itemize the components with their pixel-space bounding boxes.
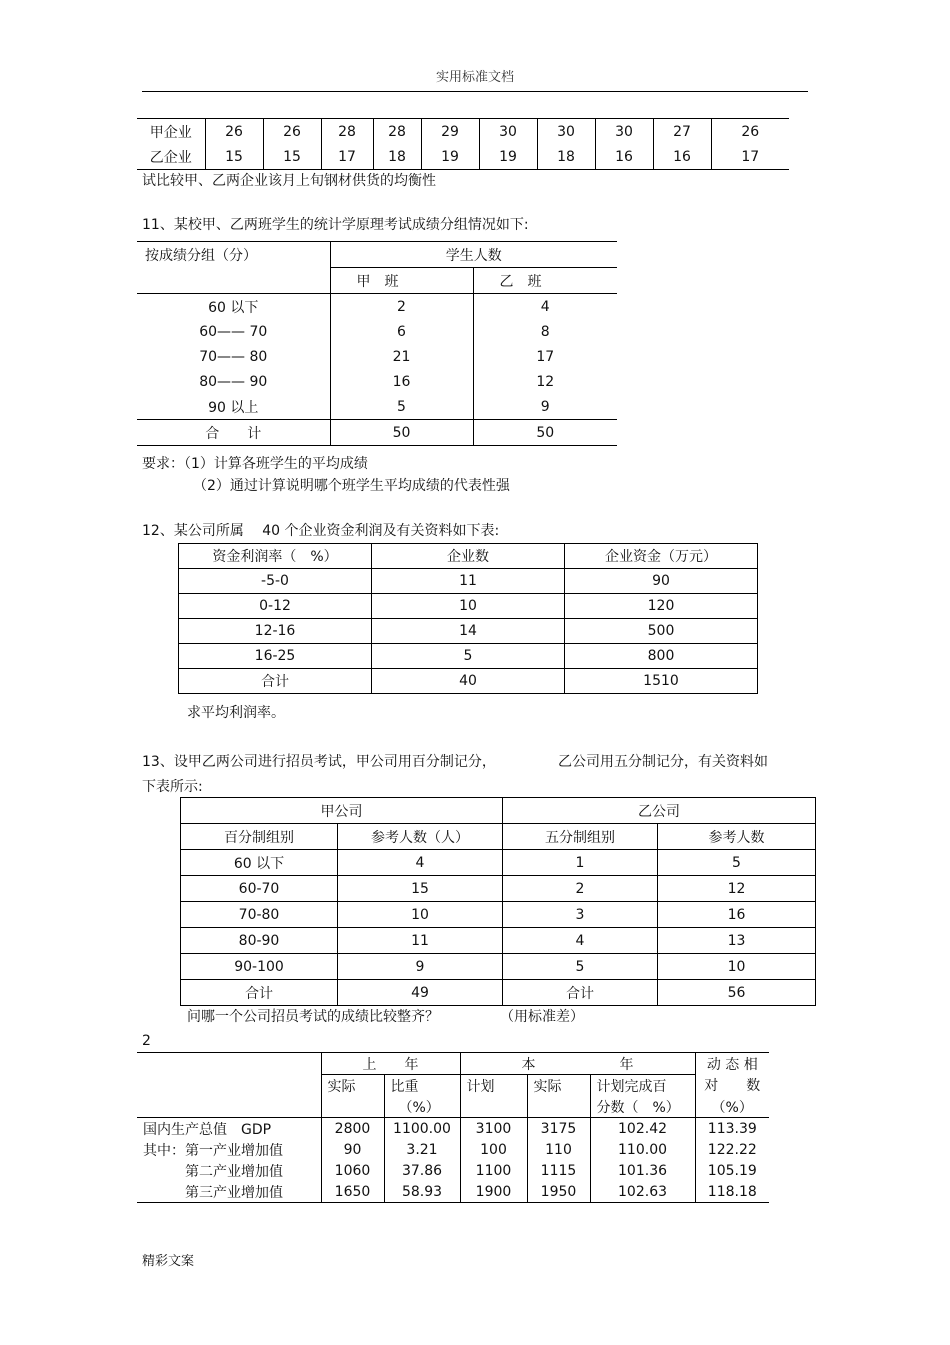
table-cell: 90	[321, 1139, 384, 1160]
table-cell: 40	[372, 669, 565, 694]
table-cell: -5-0	[179, 569, 372, 594]
table-cell: 60—— 70	[199, 323, 268, 340]
class-a-header: 甲 班	[330, 268, 473, 294]
table-cell: 26	[263, 119, 321, 145]
table-cell: 12	[658, 876, 816, 902]
question-title: 13、设甲乙两公司进行招员考试，甲公司用百分制记分，	[142, 754, 496, 770]
table-cell: 18	[373, 144, 421, 170]
page-header: 实用标准文档	[435, 70, 514, 85]
table-cell: 50	[330, 420, 473, 446]
table-cell: 26	[711, 119, 789, 145]
table-cell: 60-70	[181, 876, 338, 902]
table-cell: 113.39	[695, 1118, 769, 1140]
table-cell: 1115	[527, 1160, 590, 1181]
table-row	[179, 669, 758, 694]
table-cell: 800	[565, 644, 758, 669]
table-cell: 15	[263, 144, 321, 170]
column-header: 实际	[321, 1075, 384, 1097]
table-cell: 8	[473, 319, 617, 344]
table-cell: 6	[330, 319, 473, 344]
table-cell: 18	[537, 144, 595, 170]
table-cell: 50	[473, 420, 617, 446]
table-row	[137, 394, 617, 420]
table-cell: 4	[473, 294, 617, 320]
table-cell: 5	[503, 954, 658, 980]
table-cell: 0-12	[179, 594, 372, 619]
column-header: 参考人数	[658, 824, 816, 850]
table-cell: 1060	[321, 1160, 384, 1181]
table-cell: 16-25	[179, 644, 372, 669]
table-row	[179, 644, 758, 669]
table-cell: 29	[421, 119, 479, 145]
question-number: 2	[142, 1033, 151, 1049]
table-cell: 10	[658, 954, 816, 980]
table-cell: 1900	[460, 1181, 527, 1203]
table-cell: 11	[372, 569, 565, 594]
table-row	[137, 119, 789, 145]
table-cell: 合 计	[137, 420, 330, 446]
table-row	[137, 344, 617, 369]
table-row	[181, 902, 816, 928]
requirement-2: （2）通过计算说明哪个班学生平均成绩的代表性强	[193, 478, 510, 494]
table-row	[137, 369, 617, 394]
table-cell: 110.00	[590, 1139, 695, 1160]
header-divider	[142, 91, 808, 92]
question-ask-note: （用标准差）	[500, 1009, 584, 1025]
table-cell: 12-16	[179, 619, 372, 644]
column-header: 分数（ %）	[590, 1096, 695, 1118]
column-header: 资金利润率（ %）	[179, 544, 372, 569]
table-cell: 102.63	[590, 1181, 695, 1203]
column-header: 企业资金（万元）	[565, 544, 758, 569]
table-cell: 21	[330, 344, 473, 369]
exam-table	[180, 797, 816, 1006]
table-cell: 27	[653, 119, 711, 145]
table-cell: 70—— 80	[199, 348, 268, 365]
table-row	[137, 319, 617, 344]
table-row	[137, 1181, 769, 1203]
table-row	[179, 594, 758, 619]
table-cell: 28	[373, 119, 421, 145]
question-note: 试比较甲、乙两企业该月上旬钢材供货的均衡性	[142, 173, 436, 189]
table-cell: 1510	[565, 669, 758, 694]
table-cell: 9	[338, 954, 503, 980]
table-cell: 3100	[460, 1118, 527, 1140]
table-cell: 58.93	[384, 1181, 460, 1203]
table-cell: 10	[372, 594, 565, 619]
table-cell: 56	[658, 980, 816, 1006]
table-cell: 1650	[321, 1181, 384, 1203]
table-cell: 102.42	[590, 1118, 695, 1140]
table-cell: 37.86	[384, 1160, 460, 1181]
table-cell: 2	[330, 294, 473, 320]
table-cell: 30	[595, 119, 653, 145]
table-cell: 49	[338, 980, 503, 1006]
table-cell: 1100	[460, 1160, 527, 1181]
table-cell: 30	[479, 119, 537, 145]
table-cell: 122.22	[695, 1139, 769, 1160]
table-cell: 5	[372, 644, 565, 669]
scores-table	[137, 241, 617, 446]
table-cell: 17	[473, 344, 617, 369]
table-cell: 12	[473, 369, 617, 394]
table-cell: 90-100	[181, 954, 338, 980]
table-cell: 合计	[181, 980, 338, 1006]
table-cell: 16	[658, 902, 816, 928]
question-title: 12、某公司所属 40 个企业资金利润及有关资料如下表:	[142, 523, 500, 539]
row-label: 国内生产总值 GDP	[143, 1121, 272, 1138]
table-cell: 19	[421, 144, 479, 170]
table-cell: 100	[460, 1139, 527, 1160]
column-header: 五分制组别	[503, 824, 658, 850]
table-cell: 80—— 90	[199, 373, 268, 390]
table-cell: 5	[330, 394, 473, 420]
page-footer: 精彩文案	[142, 1254, 195, 1269]
table-cell: 4	[503, 928, 658, 954]
row-label: 乙企业	[149, 149, 192, 166]
table-cell: 110	[527, 1139, 590, 1160]
table-cell: 合计	[503, 980, 658, 1006]
table-cell: 3175	[527, 1118, 590, 1140]
table-cell: 5	[658, 850, 816, 876]
row-label: 甲企业	[149, 124, 192, 141]
table-cell: 16	[330, 369, 473, 394]
table-cell: 2	[503, 876, 658, 902]
supply-table	[137, 118, 789, 170]
blank-header	[137, 1053, 321, 1118]
table-cell: 11	[338, 928, 503, 954]
profit-table	[178, 543, 758, 694]
table-cell: 90 以上	[208, 399, 259, 416]
table-cell: 101.36	[590, 1160, 695, 1181]
class-b-header: 乙 班	[473, 268, 617, 294]
table-cell: 15	[205, 144, 263, 170]
table-cell: 合计	[179, 669, 372, 694]
dynamic-header: （%）	[695, 1096, 769, 1118]
blank-cell	[321, 1096, 384, 1118]
table-cell: 70-80	[181, 902, 338, 928]
table-row	[179, 619, 758, 644]
table-row	[137, 1160, 769, 1181]
table-cell: 90	[565, 569, 758, 594]
table-cell: 1100.00	[384, 1118, 460, 1140]
table-row	[181, 850, 816, 876]
table-cell: 19	[479, 144, 537, 170]
this-year-header: 本 年	[460, 1053, 695, 1075]
column-header: 百分制组别	[181, 824, 338, 850]
table-cell: 15	[338, 876, 503, 902]
table-row	[181, 954, 816, 980]
table-cell: 16	[595, 144, 653, 170]
table-cell: 13	[658, 928, 816, 954]
table-cell: 4	[338, 850, 503, 876]
table-cell: 3.21	[384, 1139, 460, 1160]
row-label: 第三产业增加值	[143, 1184, 283, 1201]
dynamic-header: 动 态 相	[695, 1053, 769, 1075]
blank-cell	[460, 1096, 527, 1118]
question-title-cont: 下表所示:	[142, 779, 203, 795]
table-cell: 1	[503, 850, 658, 876]
table-cell: 105.19	[695, 1160, 769, 1181]
table-row	[137, 294, 617, 320]
row-label: 其中：第一产业增加值	[143, 1142, 283, 1159]
company-b-header: 乙公司	[503, 798, 816, 824]
table-cell: 16	[653, 144, 711, 170]
column-header: 计划完成百	[590, 1075, 695, 1097]
table-row	[137, 420, 617, 446]
table-row	[137, 1118, 769, 1140]
table-cell: 500	[565, 619, 758, 644]
dynamic-header: 对 数	[695, 1075, 769, 1097]
blank-cell	[527, 1096, 590, 1118]
column-header: 计划	[460, 1075, 527, 1097]
question-ask: 求平均利润率。	[187, 705, 285, 721]
table-row	[137, 1139, 769, 1160]
table-cell: 28	[321, 119, 373, 145]
table-row	[181, 876, 816, 902]
gdp-table	[137, 1052, 769, 1203]
column-header: 实际	[527, 1075, 590, 1097]
table-cell: 60 以下	[181, 850, 338, 876]
question-title: 11、某校甲、乙两班学生的统计学原理考试成绩分组情况如下:	[142, 217, 529, 233]
table-cell: 3	[503, 902, 658, 928]
column-header: （%）	[384, 1096, 460, 1118]
column-header: 企业数	[372, 544, 565, 569]
table-cell: 80-90	[181, 928, 338, 954]
table-row	[137, 144, 789, 170]
table-cell: 1950	[527, 1181, 590, 1203]
table-cell: 17	[711, 144, 789, 170]
table-cell: 30	[537, 119, 595, 145]
company-a-header: 甲公司	[181, 798, 503, 824]
table-cell: 26	[205, 119, 263, 145]
table-cell: 60 以下	[208, 299, 259, 316]
column-header: 比重	[384, 1075, 460, 1097]
table-cell: 17	[321, 144, 373, 170]
table-cell: 9	[473, 394, 617, 420]
table-cell: 14	[372, 619, 565, 644]
last-year-header: 上 年	[321, 1053, 460, 1075]
question-ask: 问哪一个公司招员考试的成绩比较整齐？	[187, 1009, 439, 1025]
table-cell: 10	[338, 902, 503, 928]
column-header: 参考人数（人）	[338, 824, 503, 850]
table-cell: 120	[565, 594, 758, 619]
requirement-1: 要求：（1）计算各班学生的平均成绩	[142, 456, 368, 472]
table-row	[179, 569, 758, 594]
table-row	[181, 928, 816, 954]
table-cell: 2800	[321, 1118, 384, 1140]
students-header: 学生人数	[330, 242, 617, 268]
question-title-cont: 乙公司用五分制记分，有关资料如	[558, 754, 768, 770]
group-header: 按成绩分组（分）	[137, 242, 330, 294]
table-row	[181, 980, 816, 1006]
table-cell: 118.18	[695, 1181, 769, 1203]
row-label: 第二产业增加值	[143, 1163, 283, 1180]
